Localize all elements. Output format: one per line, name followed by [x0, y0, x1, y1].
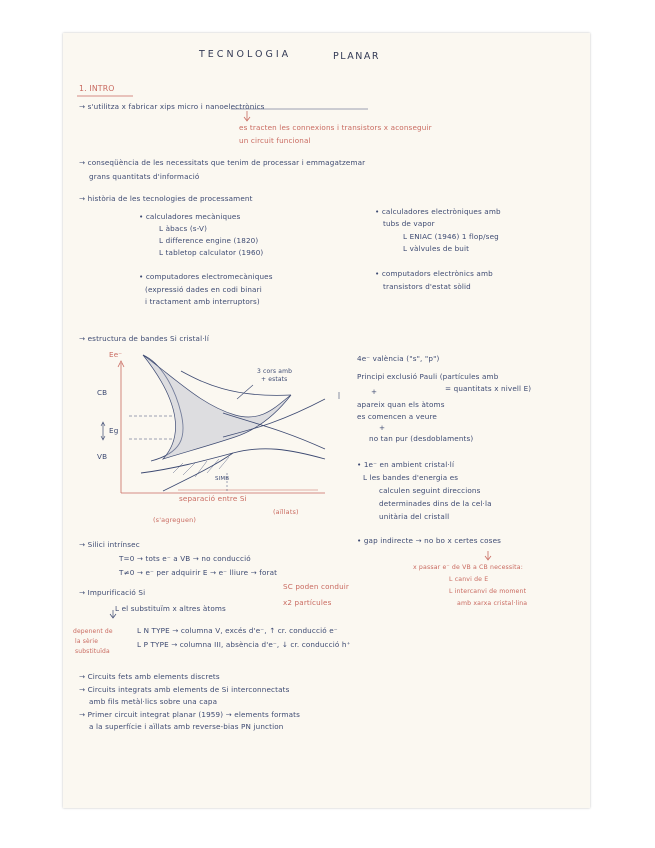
note-line-red: depenent de [73, 628, 113, 635]
note-line: → estructura de bandes Si cristal·lí [79, 334, 209, 343]
note-line: L les bandes d'energia es [363, 473, 459, 482]
band-hatching [173, 457, 229, 477]
note-line: L el substituïm x altres àtoms [115, 604, 226, 613]
note-line: L P TYPE → columna III, absència d'e⁻, ↓ cr. conducció h⁺ [137, 640, 351, 649]
section-heading: 1. INTRO [79, 84, 115, 93]
note-line: T=0 → tots e⁻ a VB → no conducció [119, 554, 251, 563]
note-line-red: SC poden conduir [283, 582, 350, 591]
notes-page [63, 33, 590, 808]
note-line: • 1e⁻ en ambient cristal·lí [357, 460, 455, 469]
history-item: • computadors electrònics amb [375, 269, 493, 278]
note-line: + [379, 423, 386, 432]
note-line: no tan pur (desdoblaments) [369, 434, 474, 443]
band-structure-diagram [101, 355, 325, 493]
diagram-axis-label: separació entre Si [179, 494, 247, 503]
history-subitem: L ENIAC (1946) 1 flop/seg [403, 232, 499, 241]
note-line-red: la sèrie [75, 638, 99, 645]
diagram-label-vb: VB [97, 452, 108, 461]
history-subitem: L tabletop calculator (1960) [159, 248, 264, 257]
page-title: TECNOLOGIA [199, 49, 292, 60]
note-line: → Circuits integrats amb elements de Si interconnectats [79, 685, 290, 694]
note-line: Principi exclusió Pauli (partícules amb [357, 372, 499, 381]
diagram-annotation: (aïllats) [273, 508, 299, 516]
note-line: → Primer circuit integrat planar (1959) → elements formats [79, 710, 301, 719]
diagram-label-cb: CB [97, 388, 108, 397]
note-line-red: L intercanvi de moment [449, 588, 527, 595]
note-line: calculen seguint direccions [379, 486, 481, 495]
history-subitem: L vàlvules de buit [403, 244, 470, 253]
note-line: T≠0 → e⁻ per adquirir E → e⁻ lliure → forat [119, 568, 278, 577]
page-title-2: PLANAR [333, 51, 380, 62]
history-subitem: L àbacs (s-V) [159, 224, 208, 233]
history-item: • calculadores mecàniques [139, 212, 241, 221]
note-line-red: es tracten les connexions i transistors x aconseguir [239, 123, 432, 132]
note-line-red: amb xarxa cristal·lina [457, 600, 528, 607]
diagram-annotation: SIMB [215, 476, 230, 482]
note-line-red: substituïda [75, 648, 110, 655]
diagram-annotation: + estats [261, 376, 288, 383]
note-line: L N TYPE → columna V, excés d'e⁻, ↑ cr. conducció e⁻ [137, 626, 338, 635]
note-line: • gap indirecte → no bo x certes coses [357, 536, 502, 545]
diagram-label-eg: Eg [109, 426, 119, 435]
note-line-red: x passar e⁻ de VB a CB necessita: [413, 564, 523, 571]
note-line: + [371, 387, 378, 396]
note-line: a la superfície i aïllats amb reverse-bias PN junction [89, 722, 284, 731]
note-line: → Impurificació Si [79, 588, 146, 597]
note-line: apareix quan els àtoms [357, 400, 445, 409]
diagram-axis-label: Ee⁻ [109, 350, 123, 359]
history-item: • calculadores electròniques amb [375, 207, 501, 216]
diagram-annotation: 3 cors amb [257, 368, 293, 375]
note-line: es comencen a veure [357, 412, 437, 421]
history-subitem: L difference engine (1820) [159, 236, 259, 245]
note-line: → s'utilitza x fabricar xips micro i nanoelectrònics [79, 102, 265, 111]
note-line: → conseqüència de les necessitats que tenim de processar i emmagatzemar [79, 158, 366, 167]
note-line: → Silici intrínsec [79, 540, 140, 549]
note-line: amb fils metàl·lics sobre una capa [89, 697, 218, 706]
note-line: unitària del cristall [379, 512, 450, 521]
history-item: • computadores electromecàniques [139, 272, 273, 281]
note-line: = quantitats x nivell E) [445, 384, 532, 393]
note-line: 4e⁻ valència ("s", "p") [357, 354, 440, 363]
note-line-red: un circuit funcional [239, 136, 311, 145]
history-item: (expressió dades en codi binari [145, 285, 262, 294]
band-vb-lower [163, 453, 233, 491]
note-line: → Circuits fets amb elements discrets [79, 672, 220, 681]
note-line: → història de les tecnologies de processament [79, 194, 253, 203]
note-line: determinades dins de la cel·la [379, 499, 492, 508]
diagram-annotation: (s'agreguen) [153, 516, 197, 524]
note-line: grans quantitats d'informació [89, 172, 200, 181]
history-item: transistors d'estat sòlid [383, 282, 471, 291]
history-item: tubs de vapor [383, 219, 435, 228]
history-item: i tractament amb interruptors) [145, 297, 260, 306]
note-line-red: x2 partícules [283, 598, 332, 607]
note-line-red: L canvi de E [449, 576, 489, 583]
